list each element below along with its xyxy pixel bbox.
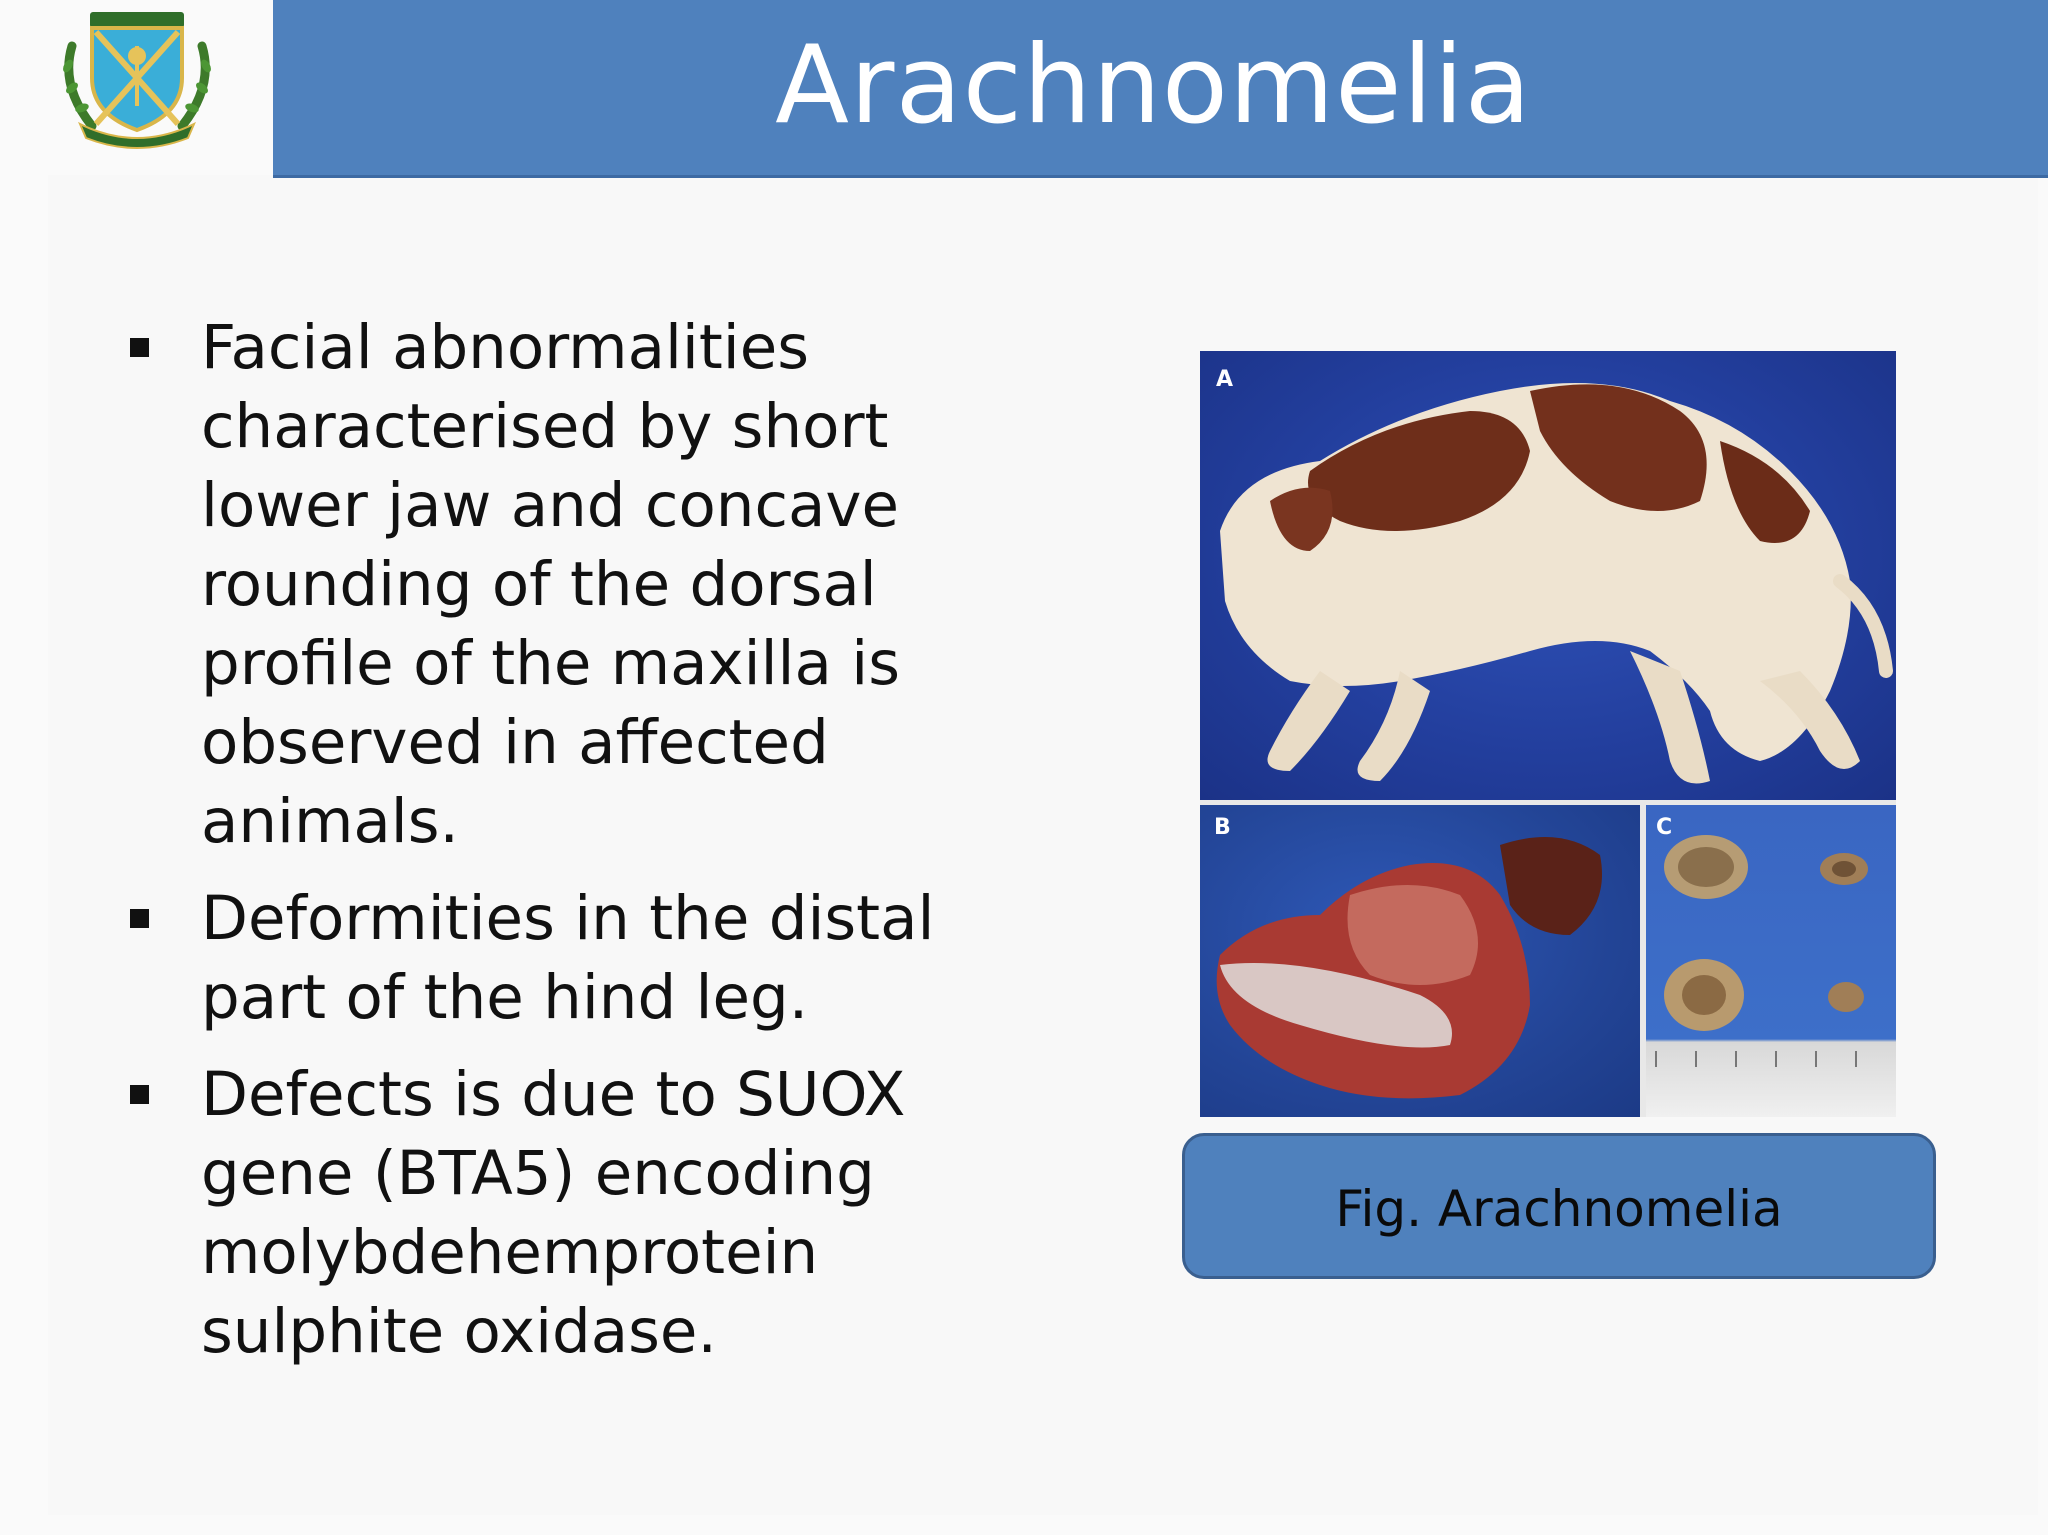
page-title: Arachnomelia [775, 22, 1532, 148]
panel-label-c: C [1656, 815, 1673, 840]
calf-illustration [1200, 351, 1896, 800]
figure-caption: Fig. Arachnomelia [1335, 1180, 1783, 1238]
bullet-item [120, 308, 960, 861]
figure-panel-a [1200, 351, 1896, 800]
bullet-text: Facial abnormalities characterised by short lower jaw and concave rounding of the dorsal profile of the maxilla is observed in affected animals. [201, 312, 900, 857]
panel-label-b: B [1214, 815, 1231, 840]
title-bar [273, 0, 2048, 178]
square-bullet-icon [130, 909, 149, 928]
bullet-list [120, 308, 960, 1389]
bullet-item [120, 879, 960, 1037]
figure-image [1200, 351, 1896, 1117]
square-bullet-icon [130, 338, 149, 357]
figure-panel-c [1646, 805, 1896, 1117]
figure-caption-box [1182, 1133, 1936, 1279]
university-crest-icon [52, 6, 222, 152]
dissection-illustration [1200, 805, 1640, 1117]
square-bullet-icon [130, 1085, 149, 1104]
bullet-item [120, 1055, 960, 1371]
bullet-text: Defects is due to SUOX gene (BTA5) encoding molybdehemprotein sulphite oxidase. [201, 1059, 906, 1367]
cross-section-illustration [1646, 805, 1896, 1117]
panel-label-a: A [1216, 367, 1234, 392]
figure-panel-b [1200, 805, 1640, 1117]
bullet-text: Deformities in the distal part of the hind leg. [201, 883, 935, 1033]
